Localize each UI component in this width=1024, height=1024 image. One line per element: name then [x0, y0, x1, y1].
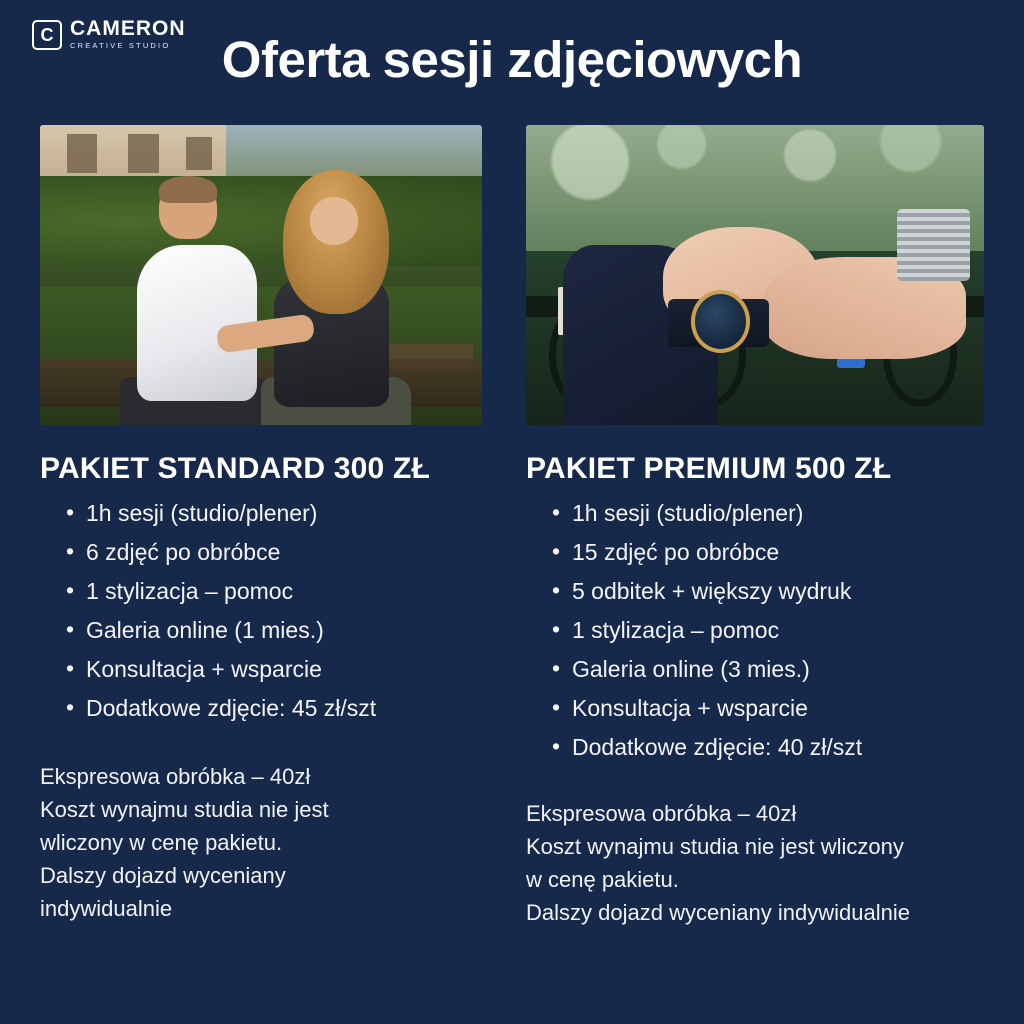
note-line: w cenę pakietu. [526, 867, 679, 892]
hands-with-watch-photo [526, 125, 984, 425]
note-line: Koszt wynajmu studia nie jest wliczony [526, 834, 904, 859]
note-line: Koszt wynajmu studia nie jest [40, 797, 329, 822]
note-line: Dalszy dojazd wyceniany indywidualnie [526, 900, 910, 925]
list-item: • 15 zdjęć po obróbce [572, 533, 984, 572]
feature-list-premium [526, 494, 984, 767]
list-item: • Konsultacja + wsparcie [86, 650, 482, 689]
list-item: • Galeria online (3 mies.) [572, 650, 984, 689]
package-premium [512, 125, 1024, 929]
note-line: wliczony w cenę pakietu. [40, 830, 283, 855]
brand-tagline: CREATIVE STUDIO [70, 41, 171, 50]
page-title: Oferta sesji zdjęciowych [221, 31, 803, 88]
list-item: • 1h sesji (studio/plener) [572, 494, 984, 533]
package-title-standard: PAKIET STANDARD 300 ZŁ [40, 452, 430, 485]
list-item: • 6 zdjęć po obróbce [86, 533, 482, 572]
notes-premium [526, 797, 984, 929]
note-line: Ekspresowa obróbka – 40zł [40, 764, 311, 789]
logo-mark-icon: C [32, 20, 62, 50]
note-line: Ekspresowa obróbka – 40zł [526, 801, 797, 826]
list-item: • 1 stylizacja – pomoc [572, 611, 984, 650]
list-item: • 1h sesji (studio/plener) [86, 494, 482, 533]
list-item: • Galeria online (1 mies.) [86, 611, 482, 650]
package-standard [0, 125, 512, 929]
list-item: • 1 stylizacja – pomoc [86, 572, 482, 611]
list-item: • Konsultacja + wsparcie [572, 689, 984, 728]
packages-container [0, 125, 1024, 929]
note-line: indywidualnie [40, 896, 173, 921]
package-title-premium: PAKIET PREMIUM 500 ZŁ [526, 452, 892, 485]
list-item: • Dodatkowe zdjęcie: 45 zł/szt [86, 689, 482, 728]
brand-name: CAMERON [70, 17, 186, 40]
list-item: • 5 odbitek + większy wydruk [572, 572, 984, 611]
note-line: Dalszy dojazd wyceniany [40, 863, 286, 888]
feature-list-standard [40, 494, 482, 728]
couple-on-bench-photo [40, 125, 482, 425]
notes-standard [40, 760, 482, 925]
list-item: • Dodatkowe zdjęcie: 40 zł/szt [572, 728, 984, 767]
